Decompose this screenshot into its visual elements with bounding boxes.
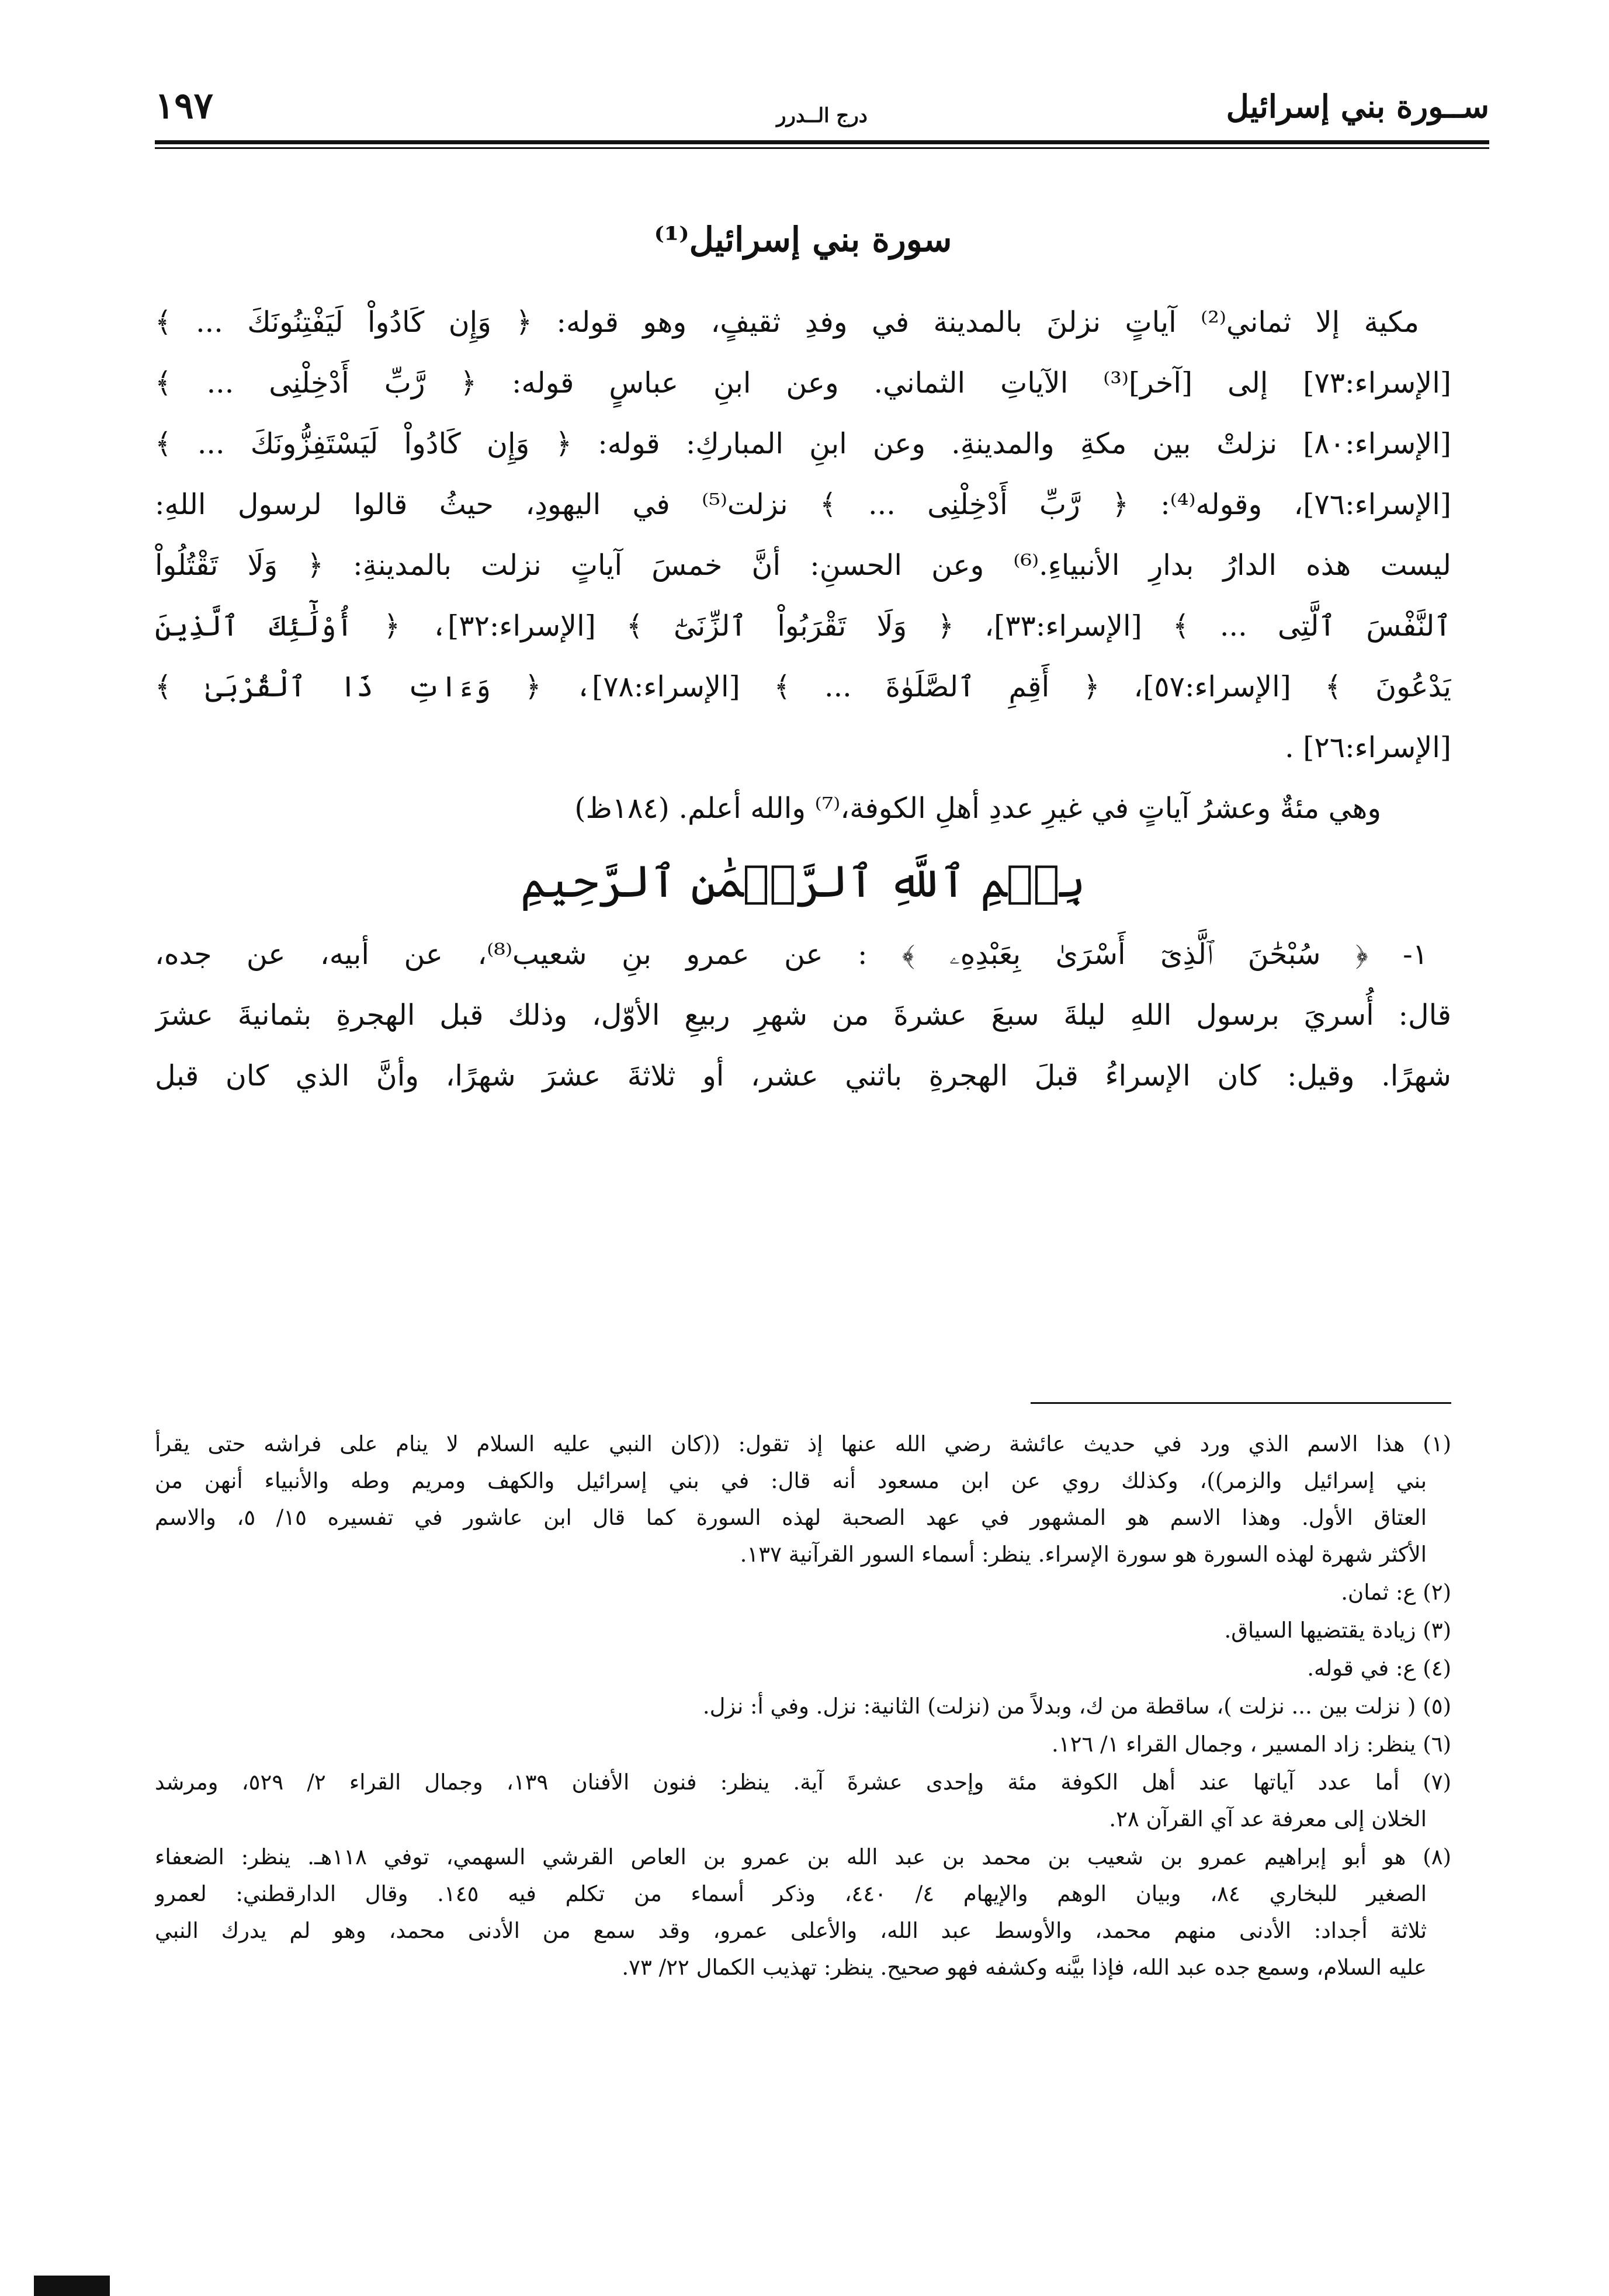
footnote-line: الأكثر شهرة لهذه السورة هو سورة الإسراء. ينظر: أسماء السور القرآنية ١٣٧. bbox=[740, 1542, 1427, 1567]
footnote-2 bbox=[155, 1574, 1451, 1611]
footnote-line: (٣) زيادة يقتضيها السياق. bbox=[1224, 1618, 1451, 1643]
text-line: ١- ﴿ سُبْحَٰنَ ٱلَّذِىٓ أَسْرَىٰ بِعَبْدِهِۦ ﴾ : عن عمرو بنِ شعيب⁽⁸⁾، عن أبيه، عن جده، bbox=[155, 938, 1428, 971]
footnote-separator bbox=[1031, 1402, 1451, 1404]
text-line: ٱلنَّفْسَ ٱلَّتِى ... ﴾ [الإسراء:٣٣]، ﴿ وَلَا تَقْرَبُواْ ٱلزِّنَىٰٓ ﴾ [الإسراء:٣٢]، ﴿ أُوْلَٰٓئِكَ ٱلَّذِينَ bbox=[155, 609, 1451, 643]
basmala: بِسۡمِ ٱللَّهِ ٱلرَّحۡمَٰنِ ٱلرَّحِيمِ bbox=[520, 855, 1086, 907]
header-rule-thin bbox=[155, 147, 1489, 149]
footnote-8 bbox=[155, 1839, 1451, 1986]
chapter-title: سورة بني إسرائيل⁽¹⁾ bbox=[654, 220, 952, 259]
footnote-5 bbox=[155, 1688, 1451, 1725]
footnote-line: العتاق الأول. وهذا الاسم هو المشهور في عهد الصحبة لهذه السورة كما قال ابن عاشور في تفسيره ١٥/ ٥، والاسم bbox=[155, 1505, 1427, 1530]
footnote-line: (٦) ينظر: زاد المسير ، وجمال القراء ١/ ١٢٦. bbox=[1051, 1732, 1451, 1757]
footnote-line: بني إسرائيل والزمر))، وكذلك روي عن ابن مسعود أنه قال: في بني إسرائيل والكهف ومريم وطه والأنبياء أنهن من bbox=[155, 1468, 1427, 1493]
footnote-3 bbox=[155, 1612, 1451, 1649]
footnote-line: الصغير للبخاري ٨٤، وبيان الوهم والإيهام ٤/ ٤٤٠، وذكر أسماء من تكلم فيه ١٤٥. وقال الدارقطني: لعمرو bbox=[155, 1881, 1427, 1906]
footnote-line: (٤) ع: في قوله. bbox=[1307, 1656, 1451, 1681]
main-text bbox=[155, 210, 1451, 1107]
text-line: ليست هذه الدارُ بدارِ الأنبياءِ.⁽⁶⁾ وعن الحسنِ: أنَّ خمسَ آياتٍ نزلت بالمدينةِ: ﴿ وَلَا تَقْتُلُواْ bbox=[155, 549, 1451, 582]
footnote-1 bbox=[155, 1426, 1451, 1573]
text-line: [الإسراء:٨٠] نزلتْ بين مكةِ والمدينةِ. وعن ابنِ المباركِ: قوله: ﴿ وَإِن كَادُواْ لَيَسْتَفِزُّونَكَ ... ﴾ bbox=[155, 427, 1451, 460]
footnote-line: عليه السلام، وسمع جده عبد الله، فإذا بيَّنه وكشفه فهو صحيح. ينظر: تهذيب الكمال ٢٢/ ٧٣. bbox=[622, 1955, 1427, 1980]
footnote-line: (٨) هو أبو إبراهيم عمرو بن شعيب بن محمد بن عبد الله بن عمرو بن العاص القرشي السهمي، توفي ١١٨هـ. ينظر: الضعفاء bbox=[155, 1844, 1451, 1870]
intro-paragraph bbox=[155, 292, 1451, 839]
running-header-surah-name: ســورة بني إسرائيل bbox=[1226, 88, 1489, 125]
text-line: شهرًا. وقيل: كان الإسراءُ قبلَ الهجرةِ باثني عشر، أو ثلاثةَ عشرَ شهرًا، وأنَّ الذي كان قبل bbox=[155, 1059, 1451, 1092]
text-line: مكية إلا ثماني⁽²⁾ آياتٍ نزلنَ بالمدينة في وفدِ ثقيفٍ، وهو قوله: ﴿ وَإِن كَادُواْ لَيَفْتِنُونَكَ ... ﴾ bbox=[155, 306, 1420, 339]
footnote-6 bbox=[155, 1726, 1451, 1763]
page-number: ١٩٧ bbox=[155, 84, 213, 127]
text-line: [الإسراء:٧٣] إلى [آخر]⁽³⁾ الآياتِ الثماني. وعن ابنِ عباسٍ قوله: ﴿ رَّبِّ أَدْخِلْنِى ... ﴾ bbox=[155, 366, 1451, 400]
footnote-line: (٧) أما عدد آياتها عند أهل الكوفة مئة وإحدى عشرةَ آية. ينظر: فنون الأفنان ١٣٩، وجمال القراء ٢/ ٥٢٩، ومرشد bbox=[155, 1770, 1451, 1795]
footnote-line: الخلان إلى معرفة عد آي القرآن ٢٨. bbox=[1109, 1806, 1427, 1832]
footnotes bbox=[155, 1426, 1451, 1987]
running-header-book-title: درج الــدرر bbox=[776, 104, 868, 127]
verse-commentary bbox=[155, 924, 1451, 1107]
header-rule bbox=[155, 140, 1489, 144]
text-line: [الإسراء:٢٦] . bbox=[1285, 731, 1451, 764]
footnote-line: (٢) ع: ثمان. bbox=[1341, 1580, 1451, 1605]
text-line: يَدْعُونَ ﴾ [الإسراء:٥٧]، ﴿ أَقِمِ ٱلصَّلَوٰةَ ... ﴾ [الإسراء:٧٨]، ﴿ وَءَاتِ ذَا ٱلْقُرْبَىٰ ﴾ bbox=[155, 670, 1451, 703]
footnote-line: (٥) ( نزلت بين ... نزلت )، ساقطة من ك، وبدلاً من (نزلت) الثانية: نزل. وفي أ: نزل. bbox=[702, 1694, 1451, 1719]
running-header bbox=[155, 84, 1489, 131]
footnote-7 bbox=[155, 1764, 1451, 1837]
text-line: [الإسراء:٧٦]، وقوله⁽⁴⁾: ﴿ رَّبِّ أَدْخِلْنِى ... ﴾ نزلت⁽⁵⁾ في اليهودِ، حيثُ قالوا لرسول اللهِ: bbox=[155, 488, 1451, 521]
footnote-line: (١) هذا الاسم الذي ورد في حديث عائشة رضي الله عنها إذ تقول: ((كان النبي عليه السلام لا ينام على فراشه حتى يقرأ bbox=[155, 1431, 1451, 1456]
text-line: قال: أُسريَ برسول اللهِ ليلةَ سبعَ عشرةَ من شهرِ ربيعِ الأوّل، وذلك قبل الهجرةِ بثمانيةَ عشرَ bbox=[155, 998, 1451, 1032]
verse-count-line: وهي مئةٌ وعشرُ آياتٍ في غيرِ عددِ أهلِ الكوفة،⁽⁷⁾ والله أعلم. (١٨٤ظ) bbox=[574, 792, 1381, 825]
footnote-4 bbox=[155, 1650, 1451, 1687]
scan-edge-mark bbox=[34, 2276, 110, 2296]
footnote-line: ثلاثة أجداد: الأدنى منهم محمد، والأوسط عبد الله، والأعلى عمرو، وقد سمع من الأدنى محمد، وهو لم يدرك النبي bbox=[155, 1918, 1427, 1943]
